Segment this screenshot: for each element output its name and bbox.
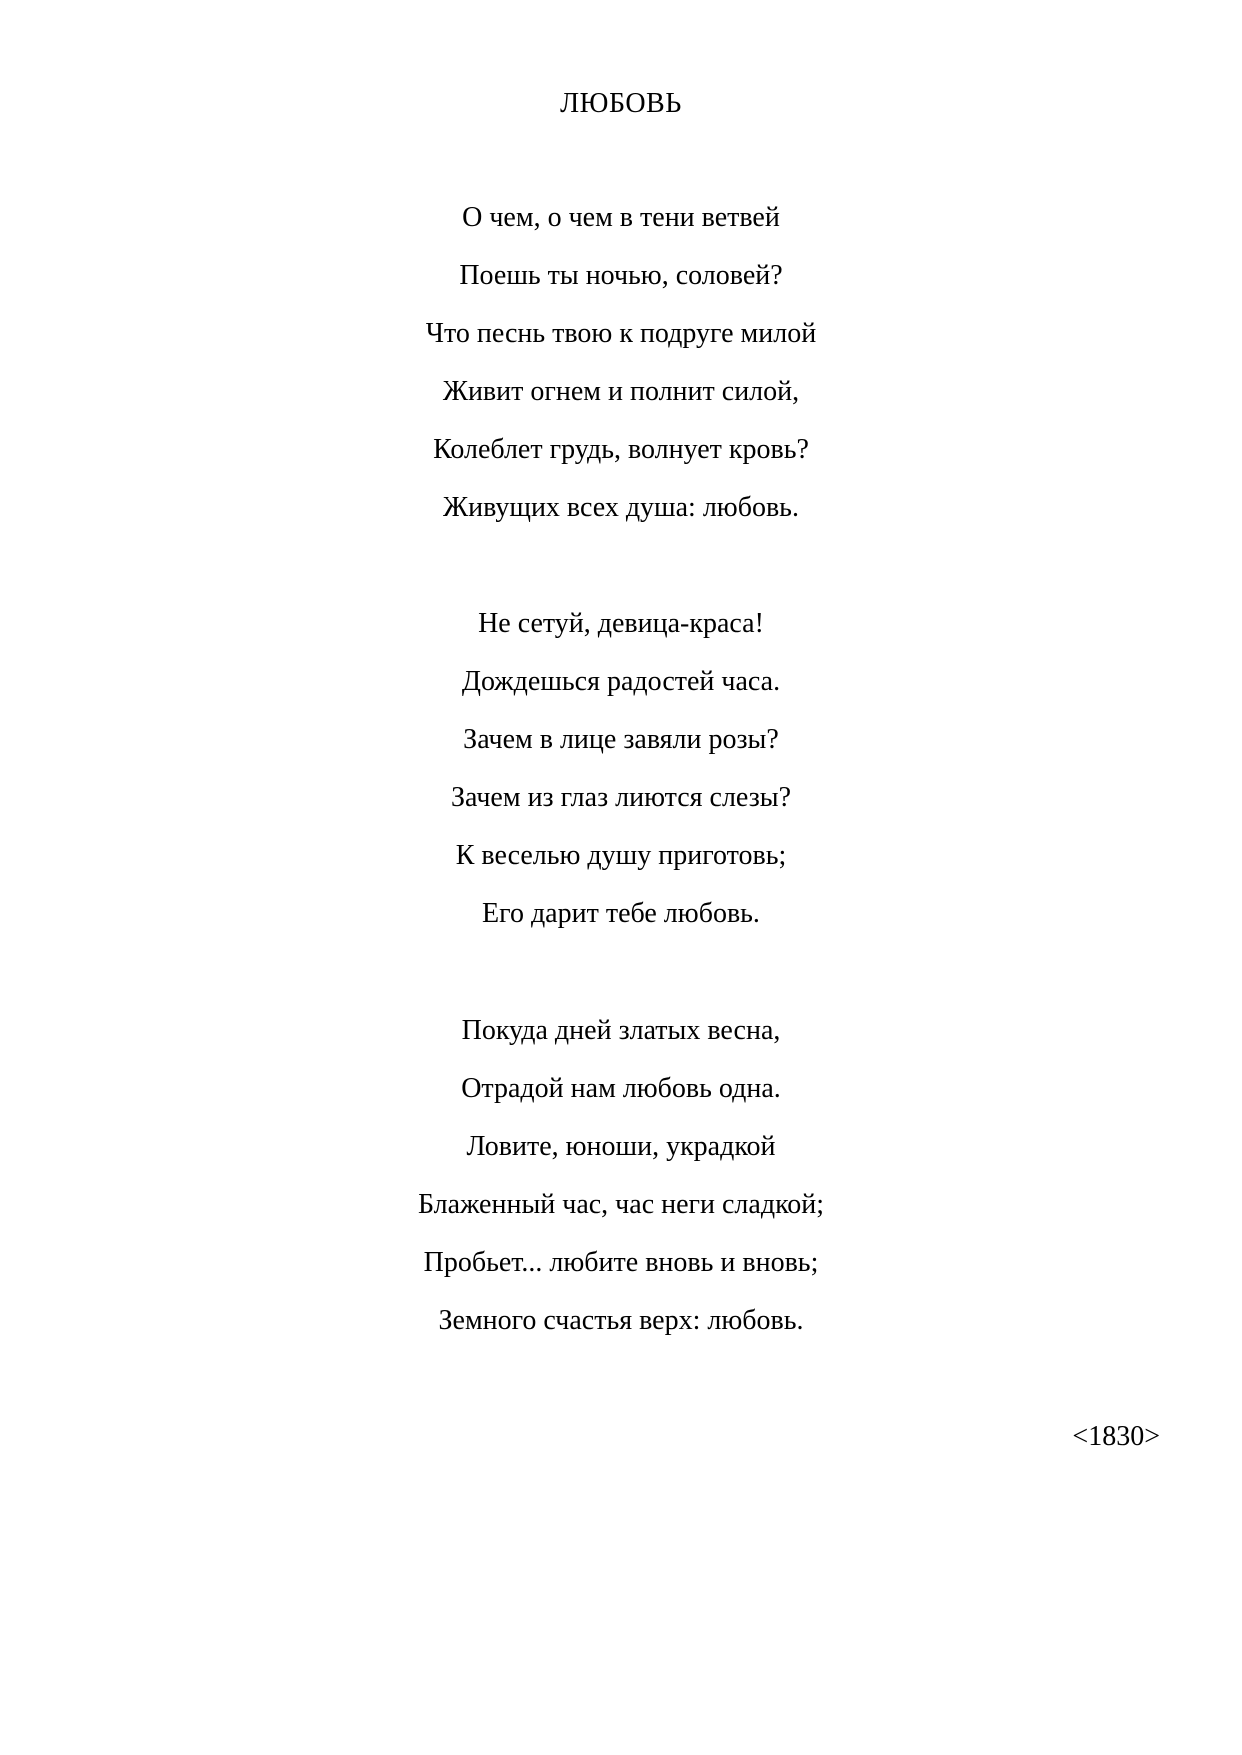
stanza-2-line-2: Дождешься радостей часа. xyxy=(461,666,781,697)
poem-title: ЛЮБОВЬ xyxy=(560,88,682,119)
stanza-1-line-3: Что песнь твою к подруге милой xyxy=(425,318,817,349)
poem-date: <1830> xyxy=(1072,1421,1160,1452)
stanza-3-line-6: Земного счастья верх: любовь. xyxy=(438,1305,804,1336)
stanza-3-line-3: Ловите, юноши, украдкой xyxy=(466,1131,776,1162)
stanza-1-line-2: Поешь ты ночью, соловей? xyxy=(459,260,783,291)
stanza-2 xyxy=(0,604,1242,952)
stanza-1 xyxy=(0,198,1242,546)
stanza-3-line-4: Блаженный час, час неги сладкой; xyxy=(417,1189,825,1220)
stanza-2-line-3: Зачем в лице завяли розы? xyxy=(463,724,779,755)
stanza-2-line-6: Его дарит тебе любовь. xyxy=(482,898,760,929)
stanza-1-line-5: Колеблет грудь, волнует кровь? xyxy=(433,434,809,465)
stanza-1-line-1: О чем, о чем в тени ветвей xyxy=(462,202,780,233)
stanza-3-line-1: Покуда дней златых весна, xyxy=(461,1015,781,1046)
stanza-2-line-4: Зачем из глаз лиются слезы? xyxy=(451,782,791,813)
stanza-3 xyxy=(0,1011,1242,1359)
stanza-1-line-4: Живит огнем и полнит силой, xyxy=(442,376,800,407)
stanza-3-line-5: Пробьет... любите вновь и вновь; xyxy=(423,1247,819,1278)
stanza-3-line-2: Отрадой нам любовь одна. xyxy=(461,1073,781,1104)
stanza-2-line-1: Не сетуй, девица-краса! xyxy=(478,608,764,639)
stanza-1-line-6: Живущих всех душа: любовь. xyxy=(443,492,799,523)
stanza-2-line-5: К веселью душу приготовь; xyxy=(455,840,787,871)
